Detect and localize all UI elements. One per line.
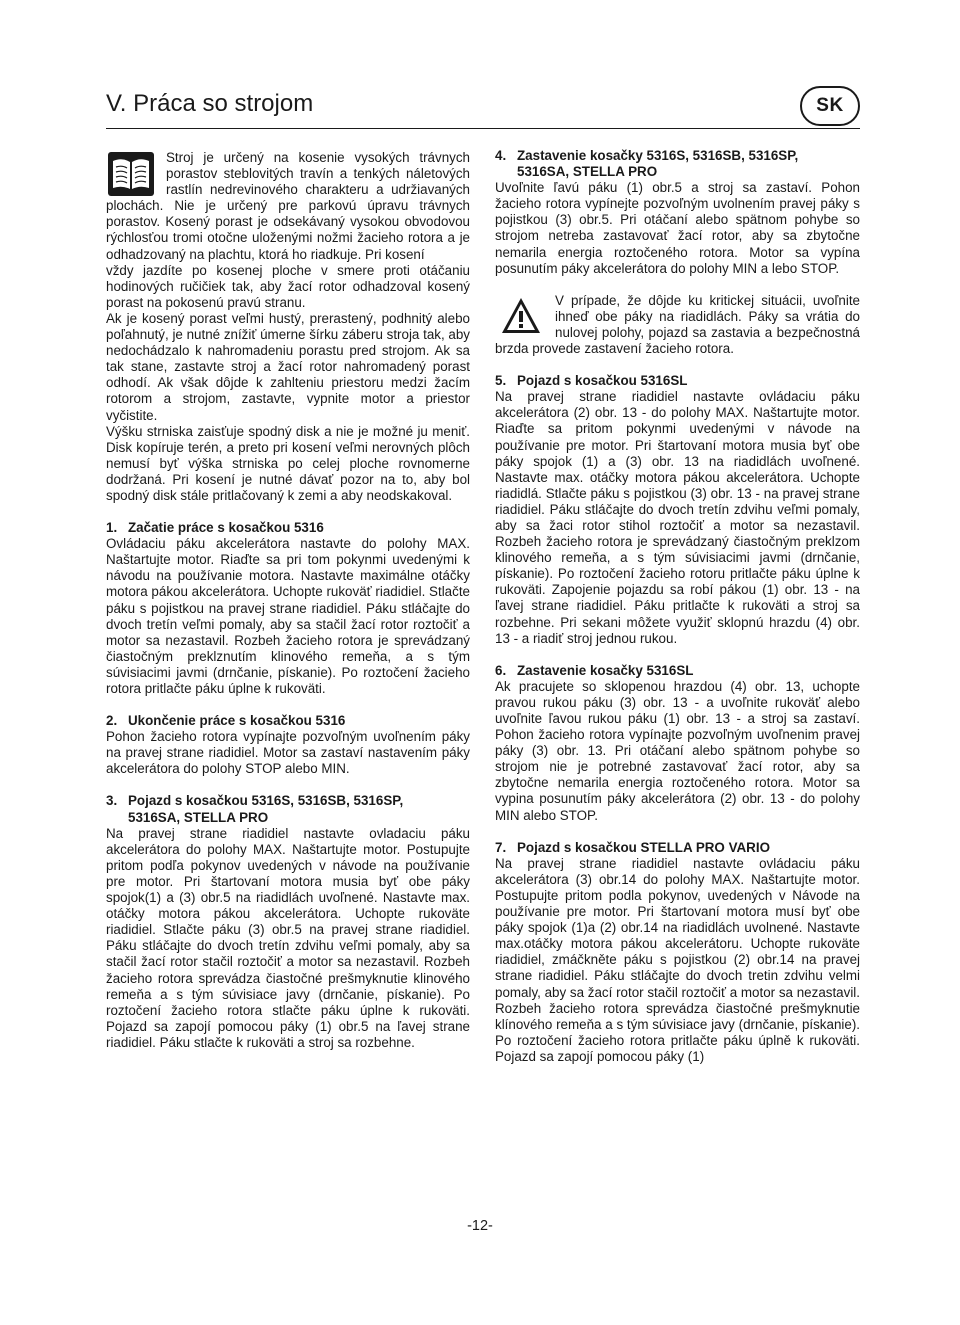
section-4-heading-b: 5316SA, STELLA PRO — [517, 164, 658, 180]
section-1-heading: Začatie práce s kosačkou 5316 — [128, 520, 324, 536]
open-book-icon — [108, 152, 154, 196]
intro-paragraph-1: Stroj je určený na kosenie vysokých trávnych porastov steblovitých travín a tenkých náletových rastlín nedrevinového charakteru a udržiavaných plochách. Nie je určený pre parkovú úpravu trávnych porastov. Kosený porast je odsekávaný vysokou obvodovou rýchlosťou tromi otočne uloženými nožmi žacieho rotora a je odhadzovaný na plachtu, ktorá ho riadkuje. Pri kosení — [106, 150, 470, 262]
section-1-title — [106, 520, 470, 536]
section-6-text: Ak pracujete so sklopenou hrazdou (4) obr. 13, uchopte pravou rukou páku (3) obr. 13 - a uvoľnite rukoväť alebo uvoľnite ľavou rukou páku (1) obr. 13 - a stroj sa zastaví. Pohon žacieho rotora vypínajte pozvoľným uvoľnenim pravej páky (3) obr. 13. Pri otáčaní alebo spätnom pohybe so strojom nie je potrebné zastavovať žací rotor, aby sa zbytočne nemarila energia roztočeného rotora. Motor sa vypina posunutím páky akcelerátora (2) obr. 13 - do polohy MIN alebo STOP. — [495, 678, 860, 823]
section-2-text: Pohon žacieho rotora vypínajte pozvoľným uvoľnením páky na pravej strane riadidiel. Motor sa zastaví nastavením páky akcelerátora do polohy STOP alebo MIN. — [106, 729, 470, 777]
intro-paragraph-4: Výšku strniska zaisťuje spodný disk a nie je možné ju meniť. Disk kopíruje terén, a preto pri kosení veľmi nerovných plôch nemusí byť výška strniska po celej ploche rovnomerne dodržaná. Pri kosení je nutné dávať pozor na to, aby bol spodný disk stále pritlačovaný k zemi a aby neodskakoval. — [106, 423, 470, 503]
intro-paragraph-3: Ak je kosený porast veľmi hustý, prerastený, podhnitý alebo poľahnutý, je nutné znížiť úmerne šírku záberu stroja tak, aby nedochádzalo k nahromadeniu porastu pred strojom. Ak sa tak stane, zastavte stroj a žací rotor nahromadený porast odhodí. Ak však dôjde k zahlteniu priestoru medzi žacím rotorom a strojom, zastavte, vypnite motor a priestor vyčistite. — [106, 310, 470, 423]
section-4-text: Uvoľnite ľavú páku (1) obr.5 a stroj sa zastaví. Pohon žacieho rotora vypínejte pozvoľným uvolnením pravej páky s pojistkou (3) obr.5. Pri otáčaní alebo spätnom pohybe so strojom netreba zastavovať žací rotor, aby sa zbytočne nemarila energia roztočeného rotora. Motor sa vypína posunutím páky akcelerátora do polohy MIN a lebo STOP. — [495, 180, 860, 276]
left-column — [106, 150, 470, 1051]
section-5-number: 5. — [495, 373, 507, 389]
section-1-text: Ovládaciu páku akcelerátora nastavte do polohy MAX. Naštartujte motor. Riaďte sa pri tom pokynmi uvedenými k návodu na používanie motora. Nastavte maximálne otáčky motora pákou akcelerátora. Uchopte rukoväť riadidiel. Stlačte páku s pojistkou na pravej strane riadidiel. Páku stláčajte do dvoch tretín veľmi pomaly, aby sa stačil žací rotor roztočiť a motor sa nezastavil. Rozbeh žacieho rotora je sprevádzaný čiastočným preklznutím klinového remeňa, a s tým súvisiacimi javmi (drnčanie, pískanie). Po roztočení žacieho rotora pritlačte páku úplne k rukoväti. — [106, 536, 470, 696]
intro-paragraph-2: vždy jazdíte po kosenej ploche v smere proti otáčaniu hodinových ručičiek tak, aby žací rotor odhadzoval kosený porast na pokosenú pravú stranu. — [106, 262, 470, 310]
page-title: V. Práca so strojom — [106, 90, 314, 117]
page-number: -12- — [467, 1218, 493, 1234]
warning-block — [495, 293, 860, 357]
header-rule — [106, 128, 860, 129]
warning-text: V prípade, že dôjde ku kritickej situácii, uvoľnite ihneď obe páky na riadidlách. Páky sa vrátia do nulovej polohy, pojazd sa zastavia a bezpečnostná brzda provede zastavení žacieho rotora. — [495, 292, 860, 357]
section-7-heading: Pojazd s kosačkou STELLA PRO VARIO — [517, 839, 770, 855]
section-4-number: 4. — [495, 148, 507, 163]
section-4-heading-a: Zastavenie kosačky 5316S, 5316SB, 5316SP, — [517, 148, 799, 163]
section-3-title — [106, 793, 470, 825]
section-5-text: Na pravej strane riadidiel nastavte ovládaciu páku akcelerátora (2) obr. 13 - do polohy MAX. Naštartujte motor. Riaďte sa pritom pokynmi uvedenými v návode na používanie pre motor. Pri štartovaní motora musia byť obe páky spojok (1) a (3) obr. 13 na riadidlách uvoľnené. Nastavte max. otáčky motora pákou akcelerátora. Uchopte riadidlá. Stlačte páku s pojistkou (3) obr. 13 - na pravej strane riadidiel. Páku stláčajte do dvoch tretín zdvihu veľmi pomaly, aby sa žaci rotor stihol roztočiť a motor sa nezastavil. Rozbeh žacieho rotora je sprevádzaný čiastočným preklzom klinového remeňa, a s tým súvisiacimi javmi (drnčanie, pískanie). Po roztočení žacieho rotoru pritlačte páku úplne k rukoväti. Zapojenie pojazdu sa robí pákou (1) obr. 13 - na ľavej strane riadidiel. Páku pritlačte k rukoväti a stroj sa rozbehne. Pri sekani môžete využiť sklopnú hrazdu (4) obr. 13 - a riadiť stroj jednou rukou. — [495, 389, 860, 646]
section-4-title — [495, 148, 860, 180]
section-6-number: 6. — [495, 662, 507, 678]
section-5-title — [495, 373, 860, 389]
section-2-heading: Ukončenie práce s kosačkou 5316 — [128, 713, 346, 729]
section-7-number: 7. — [495, 839, 507, 855]
section-6-heading: Zastavenie kosačky 5316SL — [517, 662, 694, 678]
section-2-number: 2. — [106, 713, 118, 729]
section-2-title — [106, 713, 470, 729]
right-column — [495, 148, 860, 1065]
section-6-title — [495, 663, 860, 679]
section-3-text: Na pravej strane riadidiel nastavte ovladaciu páku akcelerátora do polohy MAX. Naštartujte motor. Postupujte pritom podľa pokynov uvedených v návode na používanie pre motor. Pri štartovaní motora musia byť obe páky spojok(1) a (3) obr.5 na riadidlách uvoľnené. Nastavte max. otáčky motora pákou akcelerátora. Uchopte rukoväte riadidiel. Stlačte páku (3) obr.5 na pravej strane riadidiel. Páku stláčajte do dvoch tretín zdvihu veľmi pomaly, aby sa stačil žací rotor stačil roztočiť a motor sa nezastavil. Rozbeh žacieho rotora sprevádza čiastočné prešmyknutie klinového remeňa a s tým súvisiace javy (drnčanie, pískanie). Po roztočení žacieho rotora stlačte páku úplne k rukoväti. Pojazd sa zapojí pomocou páky (1) obr.5 na ľavej strane riadidiel. Páku stlačte k rukoväti a stroj sa rozbehne. — [106, 825, 470, 1050]
section-7-text: Na pravej strane riadidiel nastavte ovládaciu páku akcelerátora (3) obr.14 do polohy MAX. Naštartujte motor. Postupujte pritom podla pokynov, uvedených v Návode na používanie pre motor. Pri štartovaní motora musí byť obe páky spojok (1)a (2) obr.14 na riadidlách uvolnené. Nastavte max.otáčky motora pákou akcelerátoru. Uchopte rukoväte riadidiel, zmáčkněte páku s pojistkou (2) obr.14 na pravej strane riadidiel. Páku stláčajte do dvoch tretin zdvihu velmi pomaly, aby sa žací rotor stačil roztočiť a motor sa nezastavil. Rozbeh žacieho rotora sprevádza čiastočné prešmyknutie klínového remeňa a s tým súvisiace javy (drnčanie, pískanie). Po roztočení žacieho rotora pritlačte páku úplně k rukoväti. Pojazd sa zapojí pomocou páky (1) — [495, 855, 860, 1064]
page-header — [106, 86, 860, 130]
section-3-heading-a: Pojazd s kosačkou 5316S, 5316SB, 5316SP, — [128, 793, 404, 809]
language-badge: SK — [800, 86, 860, 126]
section-1-number: 1. — [106, 520, 118, 536]
section-3-heading-b: 5316SA, STELLA PRO — [128, 809, 269, 825]
section-5-heading: Pojazd s kosačkou 5316SL — [517, 373, 688, 389]
section-3-number: 3. — [106, 793, 118, 809]
section-7-title — [495, 840, 860, 856]
warning-triangle-icon — [501, 297, 541, 335]
